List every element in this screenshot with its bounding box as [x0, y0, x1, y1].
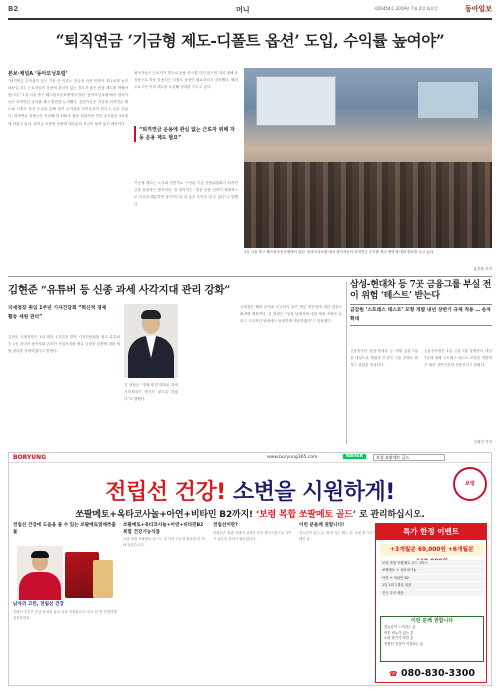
ad-headline [9, 475, 491, 506]
article2-body-col1: 김현준 국세청장은 1일 취임 1주년을 맞아 기자간담회를 열고 유튜버 등 1인 미디어 창작자와 온라인 사업자처럼 새로 등장한 업종에 대한 세원 관리를 강화하겠다고 밝혔다. [8, 335, 120, 354]
recommend-item: 소변 줄기가 약한 분 [384, 636, 414, 641]
recommend-title: 이런 분께 권합니다 [410, 618, 454, 624]
promo-panel[interactable] [375, 523, 487, 683]
ad-subhead-part3: 로 관리하십시오. [358, 510, 425, 520]
recommend-item: 잔뇨감이 느껴지는 분 [384, 625, 416, 629]
ad-col3-text: 전립선은 방광 아래에 위치한 남성 생식기관으로 나이가 들수록 관리가 필요합니다. [213, 530, 292, 541]
article3-body-col1: 금융당국이 삼성·현대차 등 대형 금융그룹을 대상으로 계열사 부실이 그룹 전체로 번지는 위험을 점검한다. [350, 349, 418, 368]
spokesperson-photo [17, 546, 63, 600]
recommend-item: 전립선 건강이 걱정되는 분 [384, 641, 424, 646]
page-number: B2 [8, 5, 19, 13]
promo-item-list [380, 560, 484, 597]
article2-headline: 김현준 “유튜버 등 신종 과세 사각지대 관리 강화” [8, 284, 230, 296]
promo-item: 쏘팔메토 + 옥타코사놀 [380, 567, 484, 573]
ad-website[interactable]: www.boryung365.com [267, 455, 318, 460]
ad-column-2 [123, 523, 207, 683]
recommend-item: 야간 빈뇨가 있는 분 [384, 630, 414, 635]
article-body-col3: 기금형 제도는 노사와 전문가로 구성된 기금 운용위원회가 퇴직연금을 운용하는 방식이다. 한 참석자는 “전문 운용 인력이 체계적으로 자산을 배분하면 장기적으로 더 높은 수익을 낼 수 있다”고 말했다. [134, 181, 238, 207]
ad-visual [13, 536, 117, 602]
column-divider [346, 282, 347, 444]
ad-subhead-product: ‘보령 복합 쏘팔메토 골드’ [255, 510, 357, 520]
article2-body-col3: 국세청은 해외 수익을 신고하지 않은 개인 방송인에 대한 검증도 확대할 계획이다. 김 청장은 “성실 납세자에 대한 세정 지원은 늘리고 고의적인 탈세에는 엄정하게 대응하겠다”고 덧붙였다. [240, 305, 342, 324]
ad-col2-title: 쏘팔메토+옥타코사놀+아연+비타민B2 복합 건강기능식품 [123, 523, 204, 535]
advertisement[interactable] [8, 452, 492, 686]
photo-credit: 홍진환 기자 [473, 267, 492, 271]
phone-icon: ☎ [388, 670, 398, 678]
article-body-col1: “퇴직연금 수익률이 낮은 가장 큰 이유는 현금성 자산 비중이 지나치게 높기 때문입니다. 근로자들이 운용에 관심이 없는 경우가 많은 만큼 제도를 바꿔야 합니다.” 1일 서울 중구 웨스틴조선호텔에서 열린 ‘동아모닝포럼’에서 참석자들은 퇴직연금 수익률 제고 방안을 논의했다. 전문가들은 기금형 퇴직연금 제도와 디폴트 옵션 도입을 통해 장기 수익률을 끌어올려야 한다고 입을 모았다. 퇴직연금 적립금은 지난해 말 190조 원을 넘었지만 연간 수익률은 1%대에 머물고 있다. 원리금 보장형 상품에 대부분의 자금이 몰려 있기 때문이다. [8, 79, 128, 126]
section-divider [8, 276, 492, 277]
recommend-box [380, 616, 484, 662]
product-bottle [93, 560, 113, 598]
page-header [8, 4, 492, 18]
article-body-col2: 참석자들은 근로자가 별도로 운용 지시를 하지 않으면 미리 정해 둔 상품으로 자동 운용되는 디폴트 옵션이 필요하다고 강조했다. 해외 주요국은 이미 제도를 도입해 성과를 거두고 있다. [134, 71, 238, 90]
ad-col1-text: 전립선 건강은 중년 남성의 삶의 질과 직결됩니다. 하루 한 번 간편하게 섭취하세요. [13, 609, 117, 620]
article3-headline: 삼성-현대차 등 7곳 금융그룹 부실 전이 위험 ‘테스트’ 받는다 [350, 280, 492, 301]
ad-headline-red: 전립선 건강! [105, 480, 226, 505]
ad-body [13, 523, 381, 683]
article2-body-col2: 김 청장은 “경제 환경 변화로 과세 사각지대가 생기지 않도록 하겠다”고 말했다. [124, 383, 178, 402]
brand-seal: 보령 [453, 467, 487, 501]
ad-column-4 [299, 523, 377, 683]
header-rule [8, 18, 492, 20]
promo-header: 특가 한정 이벤트 [376, 524, 486, 540]
ad-search-box: 보령 쏘팔메토 골드 [373, 454, 445, 461]
forum-photo [244, 68, 492, 248]
ad-column-3 [213, 523, 293, 683]
issue-meta: 제20454호 2019년 7월 2일 화요일 [374, 6, 438, 11]
ad-col3-title: 전립선이란? [213, 523, 238, 528]
order-phone[interactable] [380, 668, 484, 679]
ad-col1-title: 전립선 건강에 도움을 줄 수 있는 쏘팔메토열매추출물 [13, 523, 116, 535]
newspaper-logo: 동아일보 [464, 5, 492, 13]
banner [418, 82, 478, 118]
article3-subhead: 금감원 ‘스트레스 테스트’ 모형 개발 내년 상반기 규제 적용 … 순차 확대 [350, 304, 492, 326]
phone-number: 080-830-3300 [401, 668, 476, 679]
section-title: 머니 [236, 6, 250, 14]
article-byline: 본보·채널A ‘동아모닝포럼’ [8, 71, 68, 77]
ad-man-caption: 남자의 고민, 전립선 건강 [13, 602, 64, 607]
pull-quote: “퇴직연금 운용에 관심 없는 근로자 위해 자동 운용 제도 필요” [134, 126, 238, 142]
promo-item: 전국 무료 배송 [380, 590, 484, 596]
naver-badge: NAVER [343, 454, 366, 459]
ad-subhead-part1: 쏘팔메토+옥타코사놀+아연+비타민 B2까지! [75, 510, 253, 520]
brand-logo: BORYUNG [13, 454, 47, 461]
promo-item: 아연 + 비타민 B2 [380, 575, 484, 581]
ad-subheadline [9, 507, 491, 520]
promo-item: 보령 복합 쏘팔메토 골드 1박스 [380, 560, 484, 566]
ad-headline-blue: 소변을 시원하게! [232, 480, 395, 505]
promo-price: +3개월분 69,000원 +6개월분 [380, 544, 484, 556]
audience [244, 162, 492, 248]
article3-sign: 김형민 기자 [473, 440, 492, 444]
article2-subhead: 국세청장 취임 1주년 기자간담회 “혁신적 경제활동 세원 관리” [8, 306, 107, 320]
promo-item: 1일 1회 1캡슐 섭취 [380, 582, 484, 588]
ad-col2-text: 보령 복합 쏘팔메토 골드는 네 가지 기능성 원료를 한 번에 담았습니다. [123, 537, 205, 548]
commissioner-portrait [124, 304, 178, 378]
article3-body-col2: 금융감독원은 1일 금융그룹 통합감독 대상 7곳에 대해 스트레스 테스트 모형을 개발하고 내년 상반기부터 적용한다고 밝혔다. [424, 349, 492, 368]
article-headline: “퇴직연금 ‘기금형 제도-디폴트 옵션’ 도입, 수익률 높여야” [55, 31, 445, 50]
ad-topbar [9, 453, 491, 463]
ad-col4-title: 이런 분들께 권합니다! [299, 523, 345, 528]
projection-screen [256, 76, 336, 126]
ad-col4-text: 잔뇨감이 있는 분, 밤에 자주 깨는 분, 소변 줄기가 약해진 분 [299, 530, 377, 541]
ad-column-1 [13, 523, 117, 683]
photo-caption: 1일 서울 중구 웨스틴조선호텔에서 열린 ‘동아모닝포럼’에서 참석자들이 퇴직연금 수익률 제고 방안에 대한 발표를 듣고 있다. [244, 250, 435, 254]
